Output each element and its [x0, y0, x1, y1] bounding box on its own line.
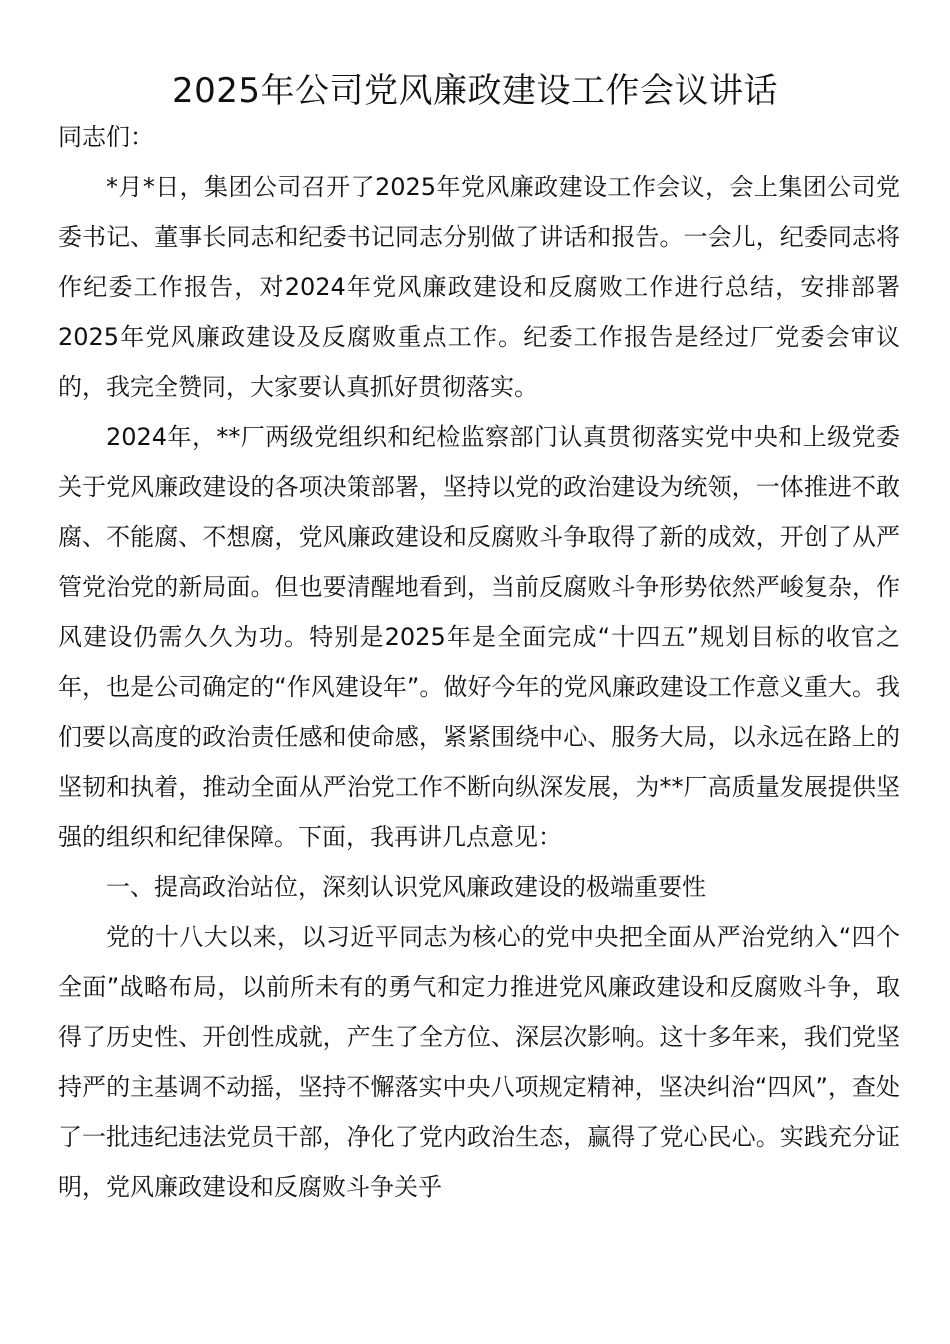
- paragraph-section-one: 党的十八大以来，以习近平同志为核心的党中央把全面从严治党纳入“四个全面”战略布局，以前所未有的勇气和定力推进党风廉政建设和反腐败斗争，取得了历史性、开创性成就，产生了全方位、深层次影响。这十多年来，我们党坚持严的主基调不动摇，坚持不懈落实中央八项规定精神，坚决纠治“四风”，查处了一批违纪违法党员干部，净化了党内政治生态，赢得了党心民心。实践充分证明，党风廉政建设和反腐败斗争关乎: [58, 923, 900, 1201]
- document-title: 2025年公司党风廉政建设工作会议讲话: [171, 71, 779, 111]
- section-heading: 一、提高政治站位，深刻认识党风廉政建设的极端重要性: [106, 873, 706, 901]
- paragraph-opening: *月*日，集团公司召开了2025年党风廉政建设工作会议，会上集团公司党委书记、董事长同志和纪委书记同志分别做了讲话和报告。一会儿，纪委同志将作纪委工作报告，对2024年党风廉政建设和反腐败工作进行总结，安排部署2025年党风廉政建设及反腐败重点工作。纪委工作报告是经过厂党委会审议的，我完全赞同，大家要认真抓好贯彻落实。: [58, 173, 900, 401]
- document-body: [58, 112, 900, 1212]
- salutation: 同志们：: [58, 123, 154, 151]
- paragraph-review: 2024年，**厂两级党组织和纪检监察部门认真贯彻落实党中央和上级党委关于党风廉政建设的各项决策部署，坚持以党的政治建设为统领，一体推进不敢腐、不能腐、不想腐，党风廉政建设和反腐败斗争取得了新的成效，开创了从严管党治党的新局面。但也要清醒地看到，当前反腐败斗争形势依然严峻复杂，作风建设仍需久久为功。特别是2025年是全面完成“十四五”规划目标的收官之年，也是公司确定的“作风建设年”。做好今年的党风廉政建设工作意义重大。我们要以高度的政治责任感和使命感，紧紧围绕中心、服务大局，以永远在路上的坚韧和执着，推动全面从严治党工作不断向纵深发展，为**厂高质量发展提供坚强的组织和纪律保障。下面，我再讲几点意见：: [58, 423, 900, 851]
